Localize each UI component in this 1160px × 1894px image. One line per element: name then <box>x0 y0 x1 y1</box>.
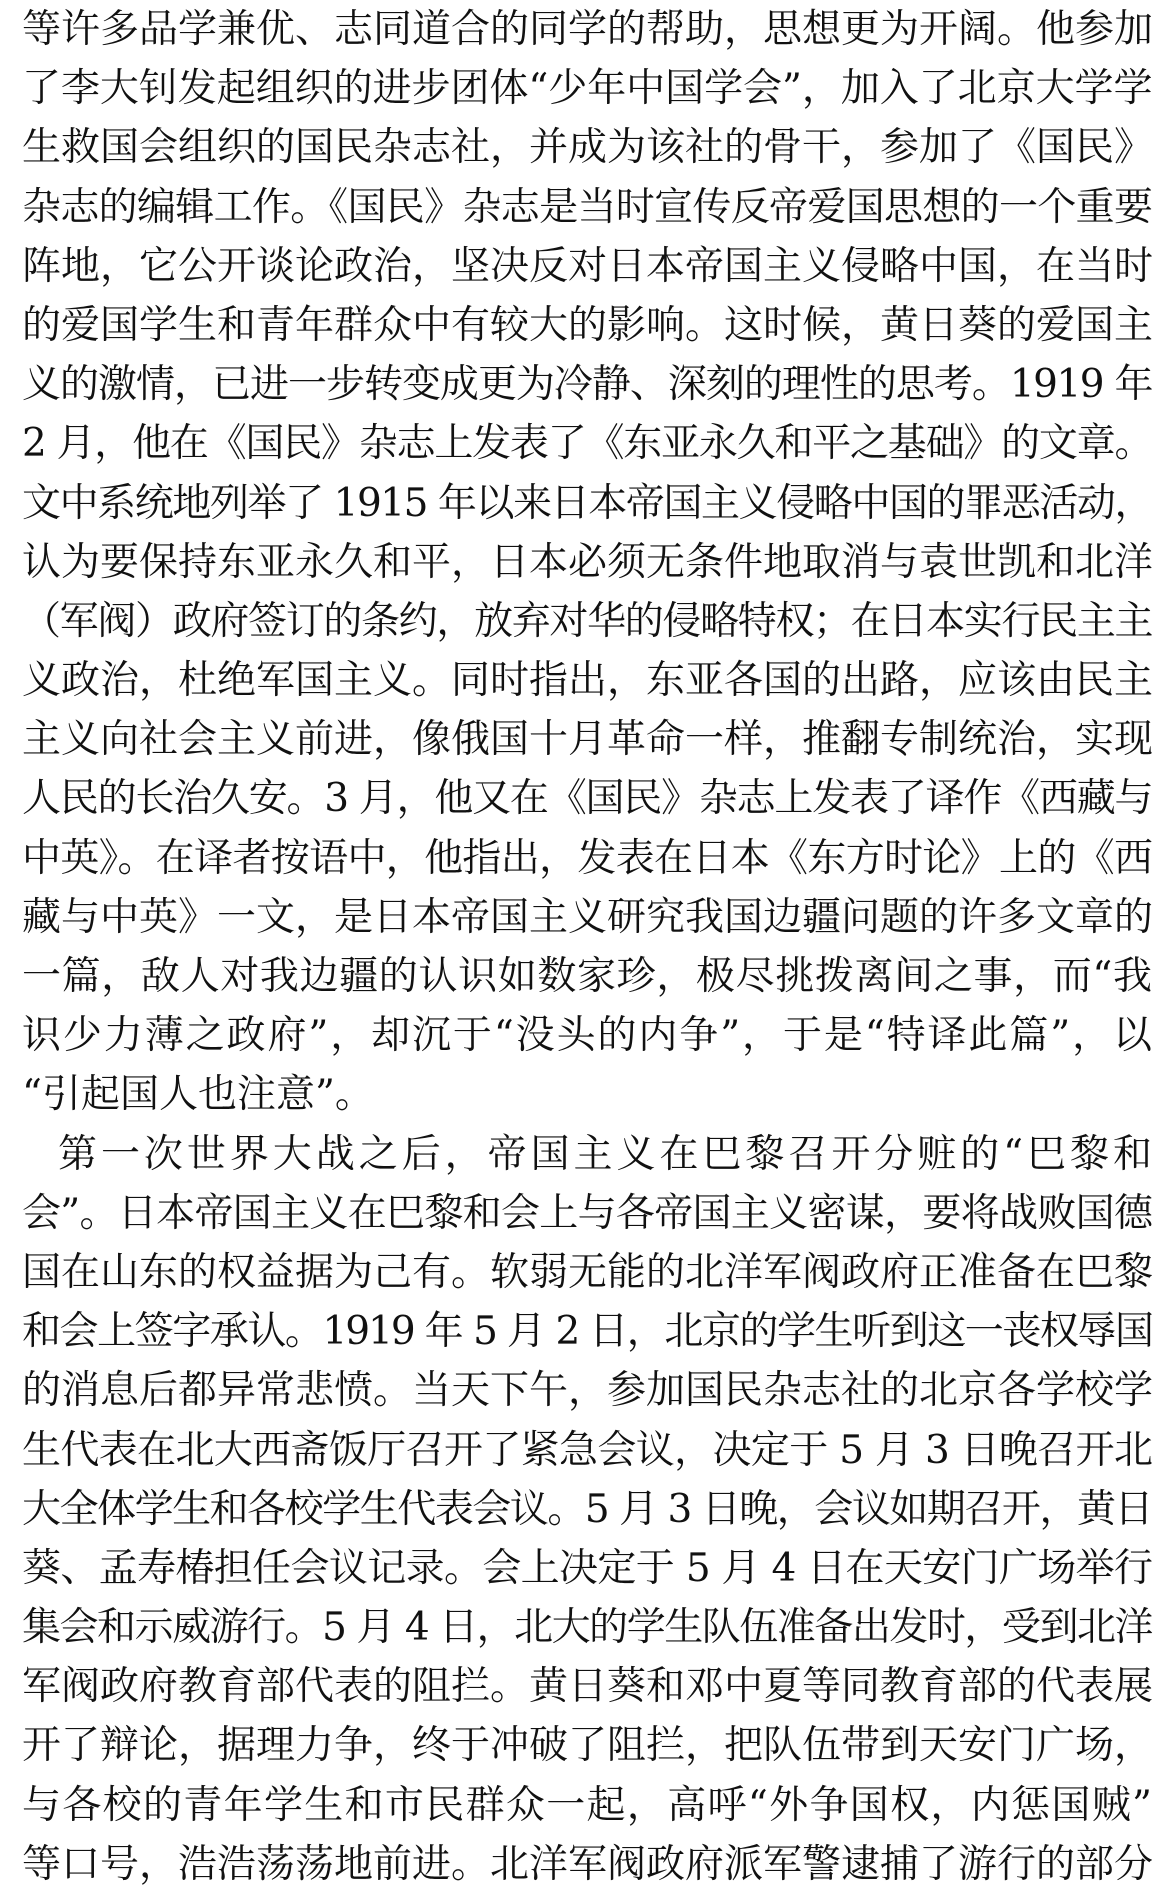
text-line: 集会和示威游行。5 月 4 日，北大的学生队伍准备出发时，受到北洋 <box>22 1605 1152 1651</box>
text-line: 的爱国学生和青年群众中有较大的影响。这时候，黄日葵的爱国主 <box>22 302 1154 348</box>
text-line: 的消息后都异常悲愤。当天下午，参加国民杂志社的北京各学校学 <box>22 1368 1154 1414</box>
text-line: 了李大钊发起组织的进步团体“少年中国学会”，加入了北京大学学 <box>22 66 1152 112</box>
text-line: 开了辩论，据理力争，终于冲破了阻拦，把队伍带到天安门广场， <box>22 1723 1154 1769</box>
text-line: 军阀政府教育部代表的阻拦。黄日葵和邓中夏等同教育部的代表展 <box>22 1664 1154 1710</box>
text-line: 阵地，它公开谈论政治，坚决反对日本帝国主义侵略中国，在当时 <box>22 243 1154 289</box>
text-line: “引起国人也注意”。 <box>22 1072 374 1118</box>
text-line: 生救国会组织的国民杂志社，并成为该社的骨干，参加了《国民》 <box>22 125 1154 171</box>
text-line: 等口号，浩浩荡荡地前进。北洋军阀政府派军警逮捕了游行的部分 <box>22 1841 1154 1887</box>
text-line: 等许多品学兼优、志同道合的同学的帮助，思想更为开阔。他参加 <box>22 7 1154 52</box>
text-line: 国在山东的权益据为己有。软弱无能的北洋军阀政府正准备在巴黎 <box>22 1249 1154 1295</box>
text-line: 一篇，敌人对我边疆的认识如数家珍，极尽挑拨离间之事，而“我 <box>22 954 1152 999</box>
text-line: 中英》。在译者按语中，他指出，发表在日本《东方时论》上的《西 <box>22 835 1152 881</box>
text-line: 会”。日本帝国主义在巴黎和会上与各帝国主义密谋，要将战败国德 <box>22 1190 1152 1236</box>
text-line: 文中系统地列举了 1915 年以来日本帝国主义侵略中国的罪恶活动， <box>22 480 1152 526</box>
text-line: 主义向社会主义前进，像俄国十月革命一样，推翻专制统治，实现 <box>22 717 1154 763</box>
text-line: 藏与中英》一文，是日本帝国主义研究我国边疆问题的许多文章的 <box>22 894 1154 940</box>
text-line: 识少力薄之政府”，却沉于“没头的内争”，于是“特译此篇”，以 <box>22 1013 1152 1059</box>
text-line: 第一次世界大战之后，帝国主义在巴黎召开分赃的“巴黎和 <box>58 1131 1152 1177</box>
text-line: 杂志的编辑工作。《国民》杂志是当时宣传反帝爱国思想的一个重要 <box>22 184 1152 230</box>
text-line: 义政治，杜绝军国主义。同时指出，东亚各国的出路，应该由民主 <box>22 658 1154 704</box>
text-line: 认为要保持东亚永久和平，日本必须无条件地取消与袁世凯和北洋 <box>22 539 1154 585</box>
text-line: 大全体学生和各校学生代表会议。5 月 3 日晚，会议如期召开，黄日 <box>22 1486 1152 1532</box>
text-line: 人民的长治久安。3 月，他又在《国民》杂志上发表了译作《西藏与 <box>22 776 1152 822</box>
text-line: 生代表在北大西斋饭厅召开了紧急会议，决定于 5 月 3 日晚召开北 <box>22 1427 1152 1473</box>
text-line: 和会上签字承认。1919 年 5 月 2 日，北京的学生听到这一丧权辱国 <box>22 1309 1152 1355</box>
text-line: 与各校的青年学生和市民群众一起，高呼“外争国权，内惩国贼” <box>22 1782 1152 1828</box>
text-line: （军阀）政府签订的条约，放弃对华的侵略特权；在日本实行民主主 <box>22 598 1152 644</box>
text-line: 2 月，他在《国民》杂志上发表了《东亚永久和平之基础》的文章。 <box>22 421 1152 467</box>
body-text <box>22 0 1152 1894</box>
text-line: 义的激情，已进一步转变成更为冷静、深刻的理性的思考。1919 年 <box>22 362 1152 408</box>
text-line: 葵、孟寿椿担任会议记录。会上决定于 5 月 4 日在天安门广场举行 <box>22 1545 1152 1591</box>
